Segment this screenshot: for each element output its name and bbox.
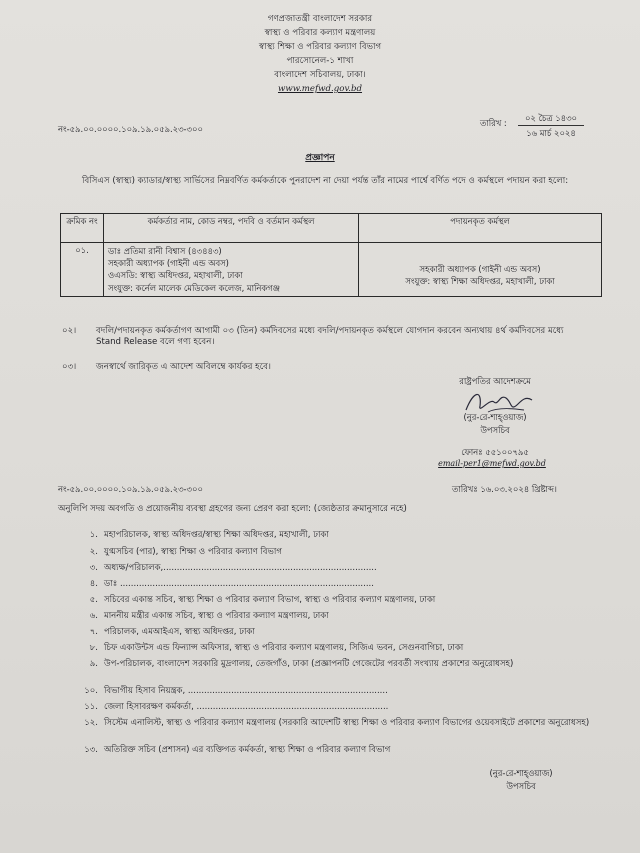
header-officer: কর্মকর্তার নাম, কোড নম্বর, পদবি ও বর্তমান কর্মস্থল [104, 214, 359, 243]
officer-name: ডাঃ প্রতিমা রানী বিশ্বাস (৪৩৪৪৩) [108, 246, 222, 256]
clause-text-2: বদলি/পদায়নকৃত কর্মকর্তাগণ আগামী ০৩ (তিন) কর্মদিবসের মধ্যে বদলি/পদায়নকৃত কর্মস্থলে যোগদান করবেন অন্যথায় ৪র্থ কর্মদিবসের মধ্যে Stand Release বলে গণ্য হবেন। [96, 326, 564, 347]
clause-number-3: ০৩। [62, 362, 77, 372]
notification-title: প্রজ্ঞাপন [305, 153, 335, 163]
posting-line1: সহকারী অধ্যাপক (গাইনী এন্ড অবস) [419, 264, 541, 275]
closing-designation: উপসচিব [506, 781, 536, 791]
secretariat-address: বাংলাদেশ সচিবালয়, ঢাকা। [274, 70, 366, 80]
header-posting: পদায়নকৃত কর্মস্থল [359, 214, 602, 243]
table-header-row [61, 214, 602, 243]
header-serial: ক্রমিক নং [61, 214, 104, 243]
website-link[interactable]: www.mefwd.gov.bd [277, 84, 363, 94]
document-page: গণপ্রজাতন্ত্রী বাংলাদেশ সরকার স্বাস্থ্য ও পরিবার কল্যাণ মন্ত্রণালয় স্বাস্থ্য শিক্ষা ও পরিবার কল্যাণ বিভাগ পারসোনেল-১ শাখা বাংলাদেশ সচিবালয়, ঢাকা। www.mefwd.gov.bd নং-৫৯.০০.০০০০.১০৯.১৯.০৫৯.২৩-৩০০ তারিখ : ০২ চৈত্র ১৪৩০ ১৬ মার্চ ২০২৪ প্রজ্ঞাপন বিসিএস (স্বাস্থ্য) ক্যাডার/স্বাস্থ্য সার্ভিসের নিম্নবর্ণিত কর্মকর্তাকে পুনরাদেশ না দেয়া পর্যন্ত তাঁর নামের পার্শ্বে বর্ণিত পদে ও কর্মস্থলে পদায়ন করা হলো: ক্রমিক নং কর্মকর্তার নাম, কোড নম্বর, পদবি ও বর্তমান কর্মস্থল পদায়নকৃত কর্মস্থল ০১. ডাঃ প্রতিমা রানী বিশ্বাস (৪৩৪৪৩) সহকারী অধ্যাপক (গাইনী এন্ড অবস) ওএসডি: স্বাস্থ্য অধিদপ্তর, মহাখালী, ঢাকা সংযুক্ত: কর্নেল মালেক মেডিকেল কলেজ, মানিকগঞ্জ সহকারী অধ্যাপক (গাইনী এন্ড অবস) সংযুক্ত: স্বাস্থ্য শিক্ষা অধিদপ্তর, মহাখালী, ঢাকা ০২। বদলি/পদায়নকৃত কর্মকর্তাগণ আগামী ০৩ (তিন) কর্মদিবসের মধ্যে বদলি/পদায়নকৃত কর্মস্থলে যোগদান করবেন অন্যথায় ৪র্থ কর্মদিবসের মধ্যে Stand Release বলে গণ্য হবেন। ০৩। জনস্বার্থে জারিকৃত এ আদেশ অবিলম্বে কার্যকর হবে। রাষ্ট্রপতির আদেশক্রমে (নুর-রে-শাহ্ওয়াজ) উপসচিব ফোনঃ ৫৫১০০৭৯৫ email-per1@mefwd.gov.bd নং-৫৯.০০.০০০০.১০৯.১৯.০৫৯.২৩-৩০০ তারিখঃ ১৬.০৩.২০২৪ খ্রিষ্টাব্দ। অনুলিপি সদয় অবগতি ও প্রয়োজনীয় ব্যবস্থা গ্রহণের জন্য প্রেরণ করা হলো: (জ্যেষ্ঠতার ক্রমানুসারে নহে) ১. মহাপরিচালক, স্বাস্থ্য অধিদপ্তর/স্বাস্থ্য শিক্ষা অধিদপ্তর, মহাখালী, ঢাকা ২. যুগ্মসচিব (পার), স্বাস্থ্য শিক্ষা ও পরিবার কল্যাণ বিভাগ ৩. অধ্যক্ষ/পরিচালক,............................................................................... ৪. ডাঃ .............................................................................................. ৫. সচিবের একান্ত সচিব, স্বাস্থ্য শিক্ষা ও পরিবার কল্যাণ বিভাগ, স্বাস্থ্য ও পরিবার কল্যাণ মন্ত্রণালয়, ঢাকা ৬. মাননীয় মন্ত্রীর একান্ত সচিব, স্বাস্থ্য ও পরিবার কল্যাণ মন্ত্রণালয়, ঢাকা ৭. পরিচালক, এমআইএস, স্বাস্থ্য অধিদপ্তর, ঢাকা ৮. চিফ একাউন্টস এন্ড ফিন্যান্স অফিসার, স্বাস্থ্য ও পরিবার কল্যাণ মন্ত্রণালয়, সিজিএ ভবন, সেগুনবাগিচা, ঢাকা ৯. উপ-পরিচালক, বাংলাদেশ সরকারি মুদ্রণালয়, তেজগাঁও, ঢাকা (প্রজ্ঞাপনটি গেজেটের পরবর্তী সংখ্যায় প্রকাশের অনুরোধসহ) ১০. বিভাগীয় হিসাব নিয়ন্ত্রক, .......................................................................... ১১. জেলা হিসাবরক্ষণ কর্মকর্তা, ....................................................................... ১২. সিস্টেম এনালিস্ট, স্বাস্থ্য ও পরিবার কল্যাণ মন্ত্রণালয় (সরকারি আদেশটি স্বাস্থ্য শিক্ষা ও পরিবার কল্যাণ বিভাগের ওয়েবসাইটে প্রকাশের অনুরোধসহ) ১৩. অতিরিক্ত সচিব (প্রশাসন) এর ব্যক্তিগত কর্মকর্তা, স্বাস্থ্য শিক্ষা ও পরিবার কল্যাণ বিভাগ (নুর-রে-শাহ্ওয়াজ) উপসচিব [0, 0, 640, 853]
clause-number-2: ০২। [62, 326, 77, 336]
date-label: তারিখ : [480, 118, 507, 128]
signatory-phone: ফোনঃ ৫৫১০০৭৯৫ [461, 447, 529, 457]
date-english: ১৬ মার্চ ২০২৪ [526, 128, 576, 138]
signatory-name: (নুর-রে-শাহ্ওয়াজ) [463, 412, 527, 422]
closing-name: (নুর-রে-শাহ্ওয়াজ) [489, 768, 553, 778]
officer-designation: সহকারী অধ্যাপক (গাইনী এন্ড অবস) [108, 258, 229, 269]
memo-number: নং-৫৯.০০.০০০০.১০৯.১৯.০৫৯.২৩-৩০০ [58, 124, 203, 134]
signatory-designation: উপসচিব [480, 425, 510, 435]
clause-text-3: জনস্বার্থে জারিকৃত এ আদেশ অবিলম্বে কার্যকর হবে। [96, 362, 272, 372]
row-officer-details [104, 243, 359, 297]
copy-intro: অনুলিপি সদয় অবগতি ও প্রয়োজনীয় ব্যবস্থা গ্রহণের জন্য প্রেরণ করা হলো: (জ্যেষ্ঠতার ক্রমানুসারে নহে) [58, 504, 407, 514]
intro-paragraph: বিসিএস (স্বাস্থ্য) ক্যাডার/স্বাস্থ্য সার্ভিসের নিম্নবর্ণিত কর্মকর্তাকে পুনরাদেশ না দেয়া পর্যন্ত তাঁর নামের পার্শ্বে বর্ণিত পদে ও কর্মস্থলে পদায়ন করা হলো: [82, 176, 569, 186]
section-name: পারসোনেল-১ শাখা [286, 56, 354, 66]
by-order-of-president: রাষ্ট্রপতির আদেশক্রমে [459, 376, 531, 386]
row-posting [359, 243, 602, 297]
division-name: স্বাস্থ্য শিক্ষা ও পরিবার কল্যাণ বিভাগ [258, 42, 382, 52]
ministry-name: স্বাস্থ্য ও পরিবার কল্যাণ মন্ত্রণালয় [264, 28, 376, 38]
date-bangla: ০২ চৈত্র ১৪৩০ [518, 113, 584, 126]
posting-line2: সংযুক্ত: স্বাস্থ্য শিক্ষা অধিদপ্তর, মহাখালী, ঢাকা [405, 276, 555, 287]
table-row [61, 243, 602, 297]
signatory-email[interactable]: email-per1@mefwd.gov.bd [438, 459, 546, 468]
officer-attached: সংযুক্ত: কর্নেল মালেক মেডিকেল কলেজ, মানিকগঞ্জ [108, 282, 280, 293]
posting-table [60, 213, 602, 297]
copy-memo-date: তারিখঃ ১৬.০৩.২০২৪ খ্রিষ্টাব্দ। [452, 484, 557, 494]
copy-memo-number: নং-৫৯.০০.০০০০.১০৯.১৯.০৫৯.২৩-৩০০ [58, 484, 203, 494]
row-serial: ০১. [61, 243, 104, 297]
officer-osd: ওএসডি: স্বাস্থ্য অধিদপ্তর, মহাখালী, ঢাকা [108, 270, 243, 281]
govt-name: গণপ্রজাতন্ত্রী বাংলাদেশ সরকার [267, 14, 373, 24]
